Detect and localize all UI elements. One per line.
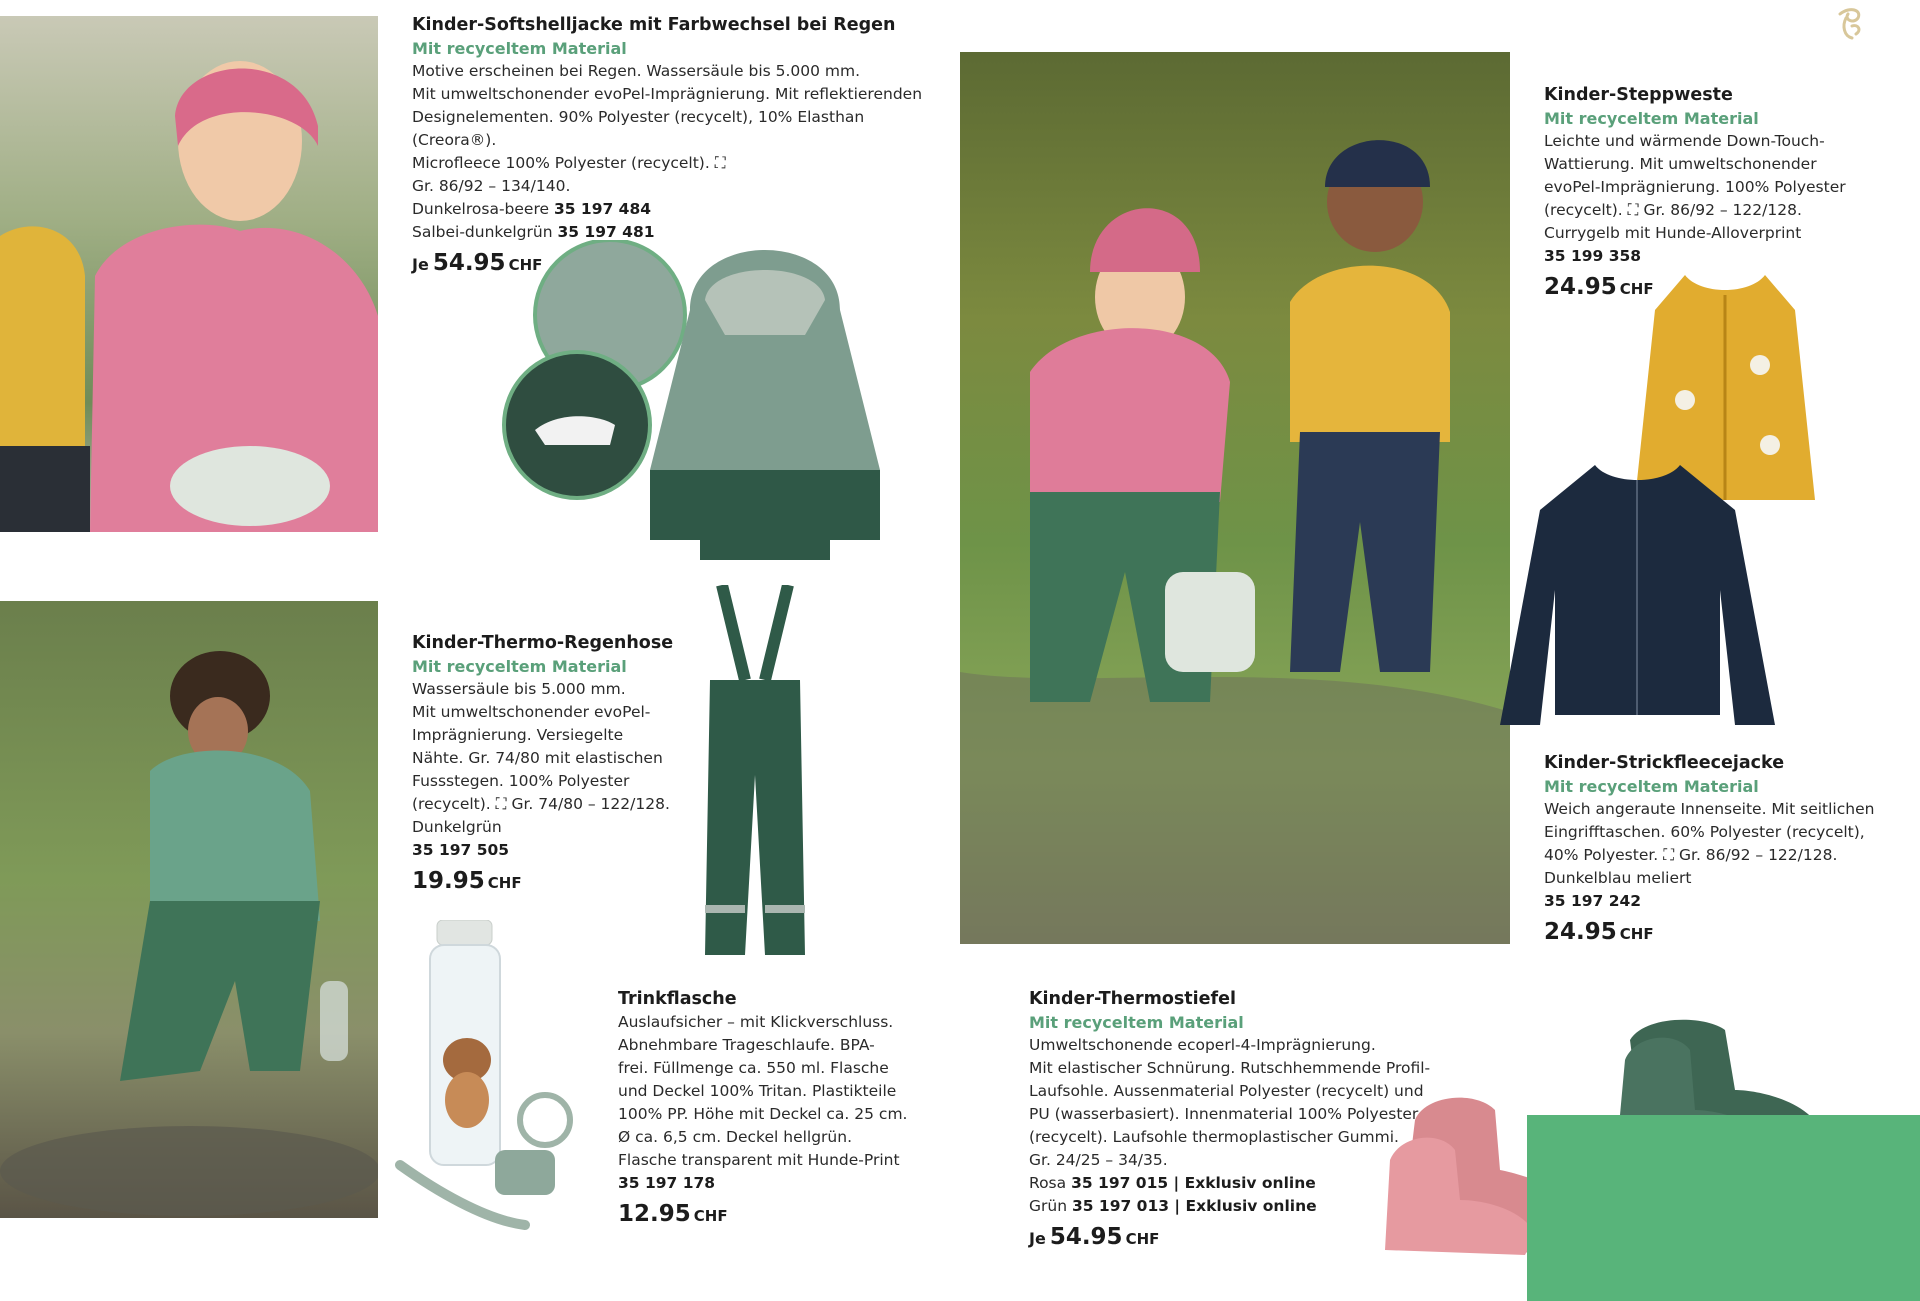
variant-line: Rosa 35 197 015 | Exklusiv online xyxy=(1029,1174,1316,1192)
product-image-rain-pants xyxy=(700,585,810,980)
photo-girl-pink-jacket xyxy=(0,16,378,532)
product-title: Kinder-Softshelljacke mit Farbwechsel bei Regen xyxy=(412,15,896,35)
product-description: Wassersäule bis 5.000 mm. Mit umweltschonender evoPel- Imprägnierung. Versiegelte Nähte. Gr. 74/80 mit elastischen Fussstegen. 100% Polyester (recycelt). ⛶ Gr. 74/80 – 122/128. Dunkelgrün xyxy=(412,680,670,836)
variant-line: Dunkelrosa-beere 35 197 484 xyxy=(412,200,652,218)
decorative-green-block xyxy=(1527,1115,1920,1301)
product-price: 12.95 CHF xyxy=(618,1201,728,1227)
article-number: 35 197 178 xyxy=(618,1174,716,1192)
wash-care-icon: ⛶ xyxy=(1663,846,1675,864)
product-description: Auslaufsicher – mit Klickverschluss. Abnehmbare Trageschlaufe. BPA- frei. Füllmenge ca. 550 ml. Flasche und Deckel 100% Tritan. Plastikteile 100% PP. Höhe mit Deckel ca. 25 cm. Ø ca. 6,5 cm. Deckel hellgrün. Flasche transparent mit Hunde-Print xyxy=(618,1013,908,1169)
product-block-fleece-jacket xyxy=(1544,752,1914,949)
product-material-note: Mit recyceltem Material xyxy=(412,657,627,676)
variant-line: Salbei-dunkelgrün 35 197 481 xyxy=(412,223,655,241)
article-number: 35 199 358 xyxy=(1544,247,1642,265)
wash-care-icon: ⛶ xyxy=(714,154,726,172)
product-block-vest xyxy=(1544,84,1884,304)
product-material-note: Mit recyceltem Material xyxy=(1544,109,1759,128)
article-number: 35 197 505 xyxy=(412,841,510,859)
product-image-softshell-jacket xyxy=(500,240,900,570)
variant-line: Grün 35 197 013 | Exklusiv online xyxy=(1029,1197,1317,1215)
product-image-fleece-jacket xyxy=(1500,460,1775,725)
product-price: 24.95 CHF xyxy=(1544,274,1654,300)
product-title: Kinder-Thermostiefel xyxy=(1029,989,1237,1009)
wash-care-icon: ⛶ xyxy=(1627,201,1639,219)
photo-children-walking xyxy=(960,52,1510,944)
product-description: Motive erscheinen bei Regen. Wassersäule bis 5.000 mm. Mit umweltschonender evoPel-Imprägnierung. Mit reflektierenden Designelementen. 90% Polyester (recycelt), 10% Elasthan (Creora®). Microfleece 100% Polyester (recycelt). ⛶ Gr. 86/92 – 134/140. xyxy=(412,62,923,195)
product-description: Weich angeraute Innenseite. Mit seitlichen Eingrifftaschen. 60% Polyester (recycelt), 40% Polyester. ⛶ Gr. 86/92 – 122/128. Dunkelblau meliert xyxy=(1544,800,1875,887)
product-description: Umweltschonende ecoperl-4-Imprägnierung. Mit elastischer Schnürung. Rutschhemmende Profil- Laufsohle. Aussenmaterial Polyester (recycelt) und PU (wasserbasiert). Innenmaterial 100% Polyester (recycelt). Laufsohle thermoplastischer Gummi. Gr. 24/25 – 34/35. xyxy=(1029,1036,1431,1169)
product-image-water-bottle xyxy=(395,920,605,1250)
product-material-note: Mit recyceltem Material xyxy=(1029,1013,1244,1032)
product-price: Je 54.95 CHF xyxy=(1029,1224,1160,1250)
product-material-note: Mit recyceltem Material xyxy=(1544,777,1759,796)
product-title: Trinkflasche xyxy=(618,989,737,1009)
product-block-boots xyxy=(1029,988,1449,1254)
wash-care-icon: ⛶ xyxy=(495,795,507,813)
product-block-softshell-jacket xyxy=(412,14,952,280)
product-title: Kinder-Strickfleecejacke xyxy=(1544,753,1785,773)
product-price: 19.95 CHF xyxy=(412,868,522,894)
product-price: Je 54.95 CHF xyxy=(412,250,543,276)
product-title: Kinder-Steppweste xyxy=(1544,85,1733,105)
product-description: Leichte und wärmende Down-Touch- Wattierung. Mit umweltschonender evoPel-Imprägnierung. 100% Polyester (recycelt). ⛶ Gr. 86/92 – 122/128. Currygelb mit Hunde-Alloverprint xyxy=(1544,132,1846,242)
product-price: 24.95 CHF xyxy=(1544,919,1654,945)
brand-logo-icon xyxy=(1830,4,1870,44)
product-block-rain-pants xyxy=(412,632,712,898)
article-number: 35 197 242 xyxy=(1544,892,1642,910)
product-material-note: Mit recyceltem Material xyxy=(412,39,627,58)
photo-child-rain-pants xyxy=(0,601,378,1218)
product-block-water-bottle xyxy=(618,988,948,1231)
product-title: Kinder-Thermo-Regenhose xyxy=(412,633,674,653)
